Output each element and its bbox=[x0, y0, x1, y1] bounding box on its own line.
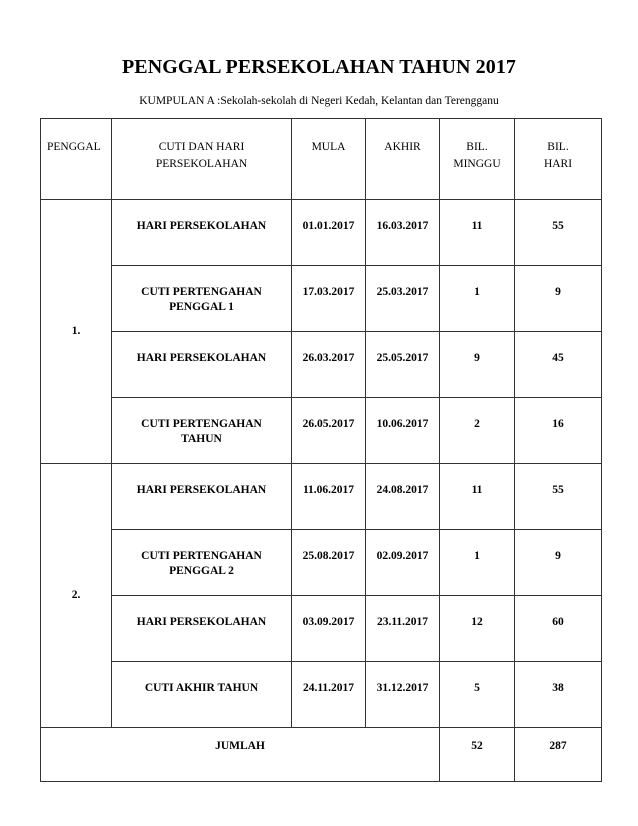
start-date-cell bbox=[292, 596, 366, 662]
header-penggal bbox=[41, 119, 112, 200]
weeks-count-cell bbox=[440, 398, 515, 464]
end-date: 25.05.2017 bbox=[376, 352, 429, 364]
period-name-line1: HARI PERSEKOLAHAN bbox=[136, 484, 267, 496]
weeks-count: 2 bbox=[474, 418, 480, 430]
weeks-count-cell bbox=[440, 332, 515, 398]
period-name-cell bbox=[112, 398, 292, 464]
table-row bbox=[41, 200, 602, 266]
days-count: 55 bbox=[552, 220, 564, 232]
header-mula-label: MULA bbox=[311, 141, 346, 153]
end-date: 02.09.2017 bbox=[376, 550, 429, 562]
end-date: 10.06.2017 bbox=[376, 418, 429, 430]
period-name-line1: CUTI AKHIR TAHUN bbox=[144, 682, 259, 694]
weeks-count-cell bbox=[440, 596, 515, 662]
period-name-cell bbox=[112, 266, 292, 332]
days-count: 60 bbox=[552, 616, 564, 628]
end-date-cell bbox=[366, 464, 440, 530]
start-date-cell bbox=[292, 200, 366, 266]
header-hari-line2: HARI bbox=[543, 158, 573, 170]
period-name-cell bbox=[112, 332, 292, 398]
header-bil-hari bbox=[515, 119, 602, 200]
end-date: 31.12.2017 bbox=[376, 682, 429, 694]
days-count: 38 bbox=[552, 682, 564, 694]
table-header bbox=[41, 119, 602, 200]
term-cell bbox=[41, 200, 112, 464]
period-name-line2: PENGGAL 2 bbox=[169, 565, 234, 577]
start-date-cell bbox=[292, 530, 366, 596]
table-row bbox=[41, 596, 602, 662]
end-date-cell bbox=[366, 398, 440, 464]
table-row bbox=[41, 266, 602, 332]
table-row bbox=[41, 662, 602, 728]
weeks-count-cell bbox=[440, 464, 515, 530]
days-count: 55 bbox=[552, 484, 564, 496]
end-date-cell bbox=[366, 596, 440, 662]
days-count: 9 bbox=[555, 550, 561, 562]
total-label: JUMLAH bbox=[215, 740, 265, 752]
days-count-cell bbox=[515, 332, 602, 398]
days-count-cell bbox=[515, 398, 602, 464]
start-date: 01.01.2017 bbox=[302, 220, 355, 232]
weeks-count: 5 bbox=[474, 682, 480, 694]
table-body bbox=[41, 200, 602, 728]
header-row bbox=[41, 119, 602, 200]
period-name-line1: HARI PERSEKOLAHAN bbox=[136, 616, 267, 628]
end-date-cell bbox=[366, 662, 440, 728]
period-name-line1: CUTI PERTENGAHAN bbox=[141, 550, 262, 562]
weeks-count: 11 bbox=[471, 484, 483, 496]
weeks-count: 1 bbox=[474, 286, 480, 298]
table-row bbox=[41, 464, 602, 530]
end-date-cell bbox=[366, 266, 440, 332]
days-count-cell bbox=[515, 662, 602, 728]
total-label-cell bbox=[41, 728, 440, 782]
days-count-cell bbox=[515, 464, 602, 530]
period-name-line2: PENGGAL 1 bbox=[169, 301, 234, 313]
header-bil-minggu bbox=[440, 119, 515, 200]
period-name-line2: TAHUN bbox=[181, 433, 222, 445]
days-count-cell bbox=[515, 530, 602, 596]
end-date: 23.11.2017 bbox=[376, 616, 429, 628]
period-name-line1: HARI PERSEKOLAHAN bbox=[136, 352, 267, 364]
end-date: 25.03.2017 bbox=[376, 286, 429, 298]
start-date-cell bbox=[292, 398, 366, 464]
term-label: 2. bbox=[71, 589, 81, 601]
header-minggu-line2: MINGGU bbox=[453, 158, 501, 170]
header-minggu-line1: BIL. bbox=[466, 141, 488, 153]
start-date-cell bbox=[292, 662, 366, 728]
weeks-count-cell bbox=[440, 530, 515, 596]
table-row bbox=[41, 530, 602, 596]
weeks-count: 11 bbox=[471, 220, 483, 232]
end-date-cell bbox=[366, 530, 440, 596]
days-count: 9 bbox=[555, 286, 561, 298]
end-date-cell bbox=[366, 332, 440, 398]
header-hari-line1: BIL. bbox=[547, 141, 569, 153]
days-count-cell bbox=[515, 200, 602, 266]
end-date: 16.03.2017 bbox=[376, 220, 429, 232]
table-row bbox=[41, 332, 602, 398]
weeks-count-cell bbox=[440, 200, 515, 266]
period-name-cell bbox=[112, 596, 292, 662]
period-name-line1: HARI PERSEKOLAHAN bbox=[136, 220, 267, 232]
total-row bbox=[41, 728, 602, 782]
table-row bbox=[41, 398, 602, 464]
period-name-cell bbox=[112, 464, 292, 530]
start-date: 25.08.2017 bbox=[302, 550, 355, 562]
total-minggu: 52 bbox=[471, 740, 483, 752]
header-cuti-line2: PERSEKOLAHAN bbox=[155, 158, 248, 170]
days-count-cell bbox=[515, 596, 602, 662]
period-name-line1: CUTI PERTENGAHAN bbox=[141, 286, 262, 298]
weeks-count: 1 bbox=[474, 550, 480, 562]
total-hari: 287 bbox=[549, 740, 567, 752]
period-name-cell bbox=[112, 662, 292, 728]
start-date-cell bbox=[292, 332, 366, 398]
total-minggu-cell bbox=[440, 728, 515, 782]
days-count: 16 bbox=[552, 418, 564, 430]
header-cuti-line1: CUTI DAN HARI bbox=[158, 141, 245, 153]
days-count-cell bbox=[515, 266, 602, 332]
weeks-count: 9 bbox=[474, 352, 480, 364]
weeks-count: 12 bbox=[471, 616, 483, 628]
start-date: 26.03.2017 bbox=[302, 352, 355, 364]
start-date: 17.03.2017 bbox=[302, 286, 355, 298]
total-hari-cell bbox=[515, 728, 602, 782]
school-term-table bbox=[40, 118, 602, 782]
weeks-count-cell bbox=[440, 662, 515, 728]
page-subtitle: KUMPULAN A :Sekolah-sekolah di Negeri Kedah, Kelantan dan Terengganu bbox=[139, 95, 499, 107]
header-akhir bbox=[366, 119, 440, 200]
header-akhir-label: AKHIR bbox=[384, 141, 421, 153]
header-cuti bbox=[112, 119, 292, 200]
start-date: 11.06.2017 bbox=[302, 484, 355, 496]
period-name-cell bbox=[112, 530, 292, 596]
table-footer bbox=[41, 728, 602, 782]
term-label: 1. bbox=[71, 325, 81, 337]
start-date-cell bbox=[292, 266, 366, 332]
start-date: 03.09.2017 bbox=[302, 616, 355, 628]
start-date: 24.11.2017 bbox=[302, 682, 355, 694]
header-penggal-label: PENGGAL bbox=[47, 141, 101, 153]
start-date-cell bbox=[292, 464, 366, 530]
weeks-count-cell bbox=[440, 266, 515, 332]
start-date: 26.05.2017 bbox=[302, 418, 355, 430]
days-count: 45 bbox=[552, 352, 564, 364]
page-title: PENGGAL PERSEKOLAHAN TAHUN 2017 bbox=[121, 56, 517, 78]
term-cell bbox=[41, 464, 112, 728]
period-name-line1: CUTI PERTENGAHAN bbox=[141, 418, 262, 430]
end-date-cell bbox=[366, 200, 440, 266]
header-mula bbox=[292, 119, 366, 200]
period-name-cell bbox=[112, 200, 292, 266]
end-date: 24.08.2017 bbox=[376, 484, 429, 496]
